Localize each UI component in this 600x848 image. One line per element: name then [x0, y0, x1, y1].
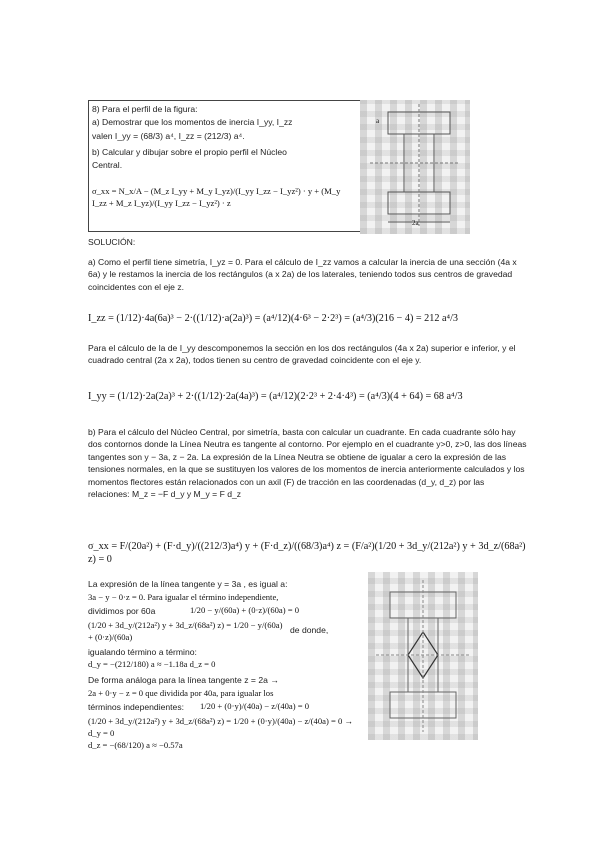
tangent-y-equation: 3a − y − 0·z = 0. Para igualar el término independiente, — [88, 592, 279, 602]
equal-terms: igualando término a término: — [88, 647, 197, 657]
divide-line: dividimos por 60a — [88, 606, 156, 616]
nucleus-figure — [368, 572, 478, 740]
equation-iyy: I_yy = (1/12)·2a(2a)³ + 2·((1/12)·2a(4a)³) = (a⁴/12)(2·2³ + 2·4·4³) = (a⁴/3)(4 + 64) = 68 a⁴/3 — [88, 391, 463, 402]
indep-terms: términos independientes: — [88, 702, 185, 712]
solution-part-a: a) Como el perfil tiene simetría, I_yz = 0. Para el cálculo de I_zz vamos a calcular la inercia de una sección (4a x 6a) y le restamos la inercia de los rectángulos (a x 2a) de los laterales, teniendo todos sus centros de gravedad coincidentes con el eje z. — [88, 257, 517, 292]
equation-izz: I_zz = (1/12)·4a(6a)³ − 2·((1/12)·a(2a)³) = (a⁴/12)(4·6³ − 2·2³) = (a⁴/3)(216 − 4) = 212 a⁴/3 — [88, 313, 458, 324]
problem-part-b: b) Calcular y dibujar sobre el propio perfil el Núcleo — [92, 147, 287, 157]
tangent-z-equation: 2a + 0·y − z = 0 que dividida por 40a, para igualar los — [88, 688, 274, 698]
divide-equation: 1/20 − y/(60a) + (0·z)/(60a) = 0 — [190, 605, 300, 615]
result-dy: d_y = −(212/180) a ≈ −1.18a d_z = 0 — [88, 659, 216, 669]
profile-figure — [360, 100, 470, 234]
nucleus-figure-drawing — [368, 572, 478, 740]
problem-part-a-values: valen I_yy = (68/3) a⁴, I_zz = (212/3) a⁴. — [92, 131, 245, 141]
solution-title: SOLUCIÓN: — [88, 237, 136, 247]
equation-sigma-neutral: σ_xx = F/(20a²) + (F·d_y)/((212/3)a⁴) y + (F·d_z)/((68/3)a⁴) z = (F/a²)(1/20 + 3d_y/(212a²) y + 3d_z/(68a²) z) = 0 — [88, 541, 526, 565]
indep-equation: 1/20 + (0·y)/(40a) − z/(40a) = 0 — [200, 701, 310, 711]
figure-dim-label: 2a — [412, 219, 419, 227]
figure-dim-label-b: a — [376, 117, 380, 125]
tangent-z-intro: De forma análoga para la línea tangente z = 2a → — [88, 675, 279, 685]
result-dz: d_z = −(68/120) a ≈ −0.57a — [88, 740, 183, 750]
profile-web — [404, 134, 434, 192]
problem-part-b-cont: Central. — [92, 160, 123, 170]
tangent-y-intro: La expresión de la línea tangente y = 3a , es igual a: — [88, 579, 288, 589]
solution-part-b: b) Para el cálculo del Núcleo Central, por simetría, basta con calcular un cuadrante. En cada cuadrante sólo hay dos contornos donde la Línea Neutra es tangente al contorno. Por ejemplo en el cuadrante y>0, z>0, las dos líneas tangentes son y − 3a, z − 2a. La expresión de la Línea Neutra se obtiene de igualar a cero la expresión de las tensiones normales, en la que se sustituyen los valores de los momentos de inercia anteriormente calculados y los momentos flectores están relacionados con un axil (F) de tracción en las coordenadas (d_y, d_z) por las relaciones: M_z = −F d_y y M_y = F d_z — [88, 427, 527, 500]
solution-iyy-text: Para el cálculo de la de I_yy descomponemos la sección en los dos rectángulos (4a x 2a) superior e inferior, y el cuadrado central (2a x 2a), todos tienen su centro de gravedad coincidente con el eje y. — [88, 343, 516, 366]
compare-equation-2: (1/20 + 3d_y/(212a²) y + 3d_z/(68a²) z) = 1/20 + (0·y)/(40a) − z/(40a) = 0 → d_y = 0 — [88, 716, 354, 738]
sigma-formula: σ_xx = N_x/A − (M_z I_yy + M_y I_yz)/(I_yy I_zz − I_yz²) · y + (M_y I_zz + M_z I_yz)/(I_yy I_zz − I_yz²) · z — [92, 186, 341, 208]
problem-part-a: a) Demostrar que los momentos de inercia I_yy, I_zz — [92, 117, 293, 127]
problem-heading: 8) Para el perfil de la figura: — [92, 104, 198, 114]
compare-equation: (1/20 + 3d_y/(212a²) y + 3d_z/(68a²) z) = 1/20 − y/(60a) + (0·z)/(60a) — [88, 620, 283, 642]
compare-tail: de donde, — [290, 625, 329, 635]
